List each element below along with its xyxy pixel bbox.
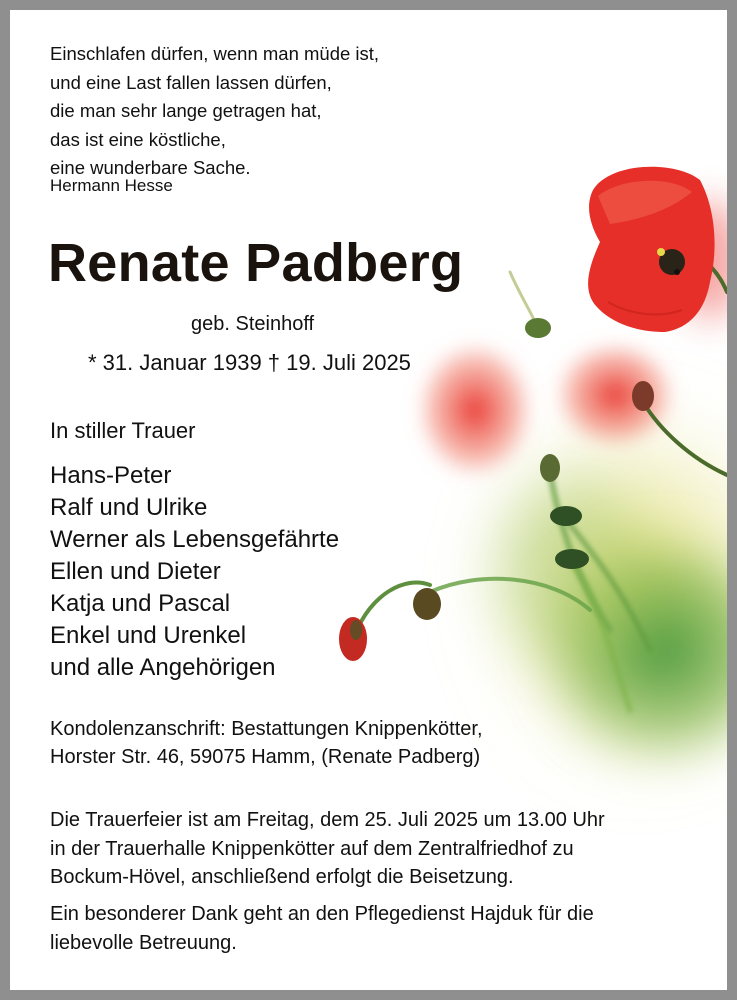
obituary-card xyxy=(10,10,727,990)
condolence-address xyxy=(50,715,483,771)
service-line: Die Trauerfeier ist am Freitag, dem 25. Juli 2025 um 13.00 Uhr xyxy=(50,809,605,831)
thanks-note xyxy=(50,900,594,957)
main-poppy-flower xyxy=(588,167,714,332)
thanks-line: liebevolle Betreuung. xyxy=(50,931,237,954)
deceased-name: Renate Padberg xyxy=(48,233,464,293)
mourner-name: Enkel und Urenkel xyxy=(50,622,247,649)
mourners-list xyxy=(50,460,339,684)
service-line: in der Trauerhalle Knippenkötter auf dem Zentralfriedhof zu xyxy=(50,837,574,860)
quote-line: die man sehr lange getragen hat, xyxy=(50,100,322,121)
quote-author: Hermann Hesse xyxy=(50,176,173,195)
birth-name: geb. Steinhoff xyxy=(191,313,315,335)
quote-line: Einschlafen dürfen, wenn man müde ist, xyxy=(50,43,380,64)
mourner-name: Werner als Lebensgefährte xyxy=(50,526,340,553)
service-line: Bockum-Hövel, anschließend erfolgt die Beisetzung. xyxy=(50,866,514,888)
mourner-name: Ellen und Dieter xyxy=(50,558,221,585)
condolence-line: Kondolenzanschrift: Bestattungen Knippenkötter, xyxy=(50,718,483,740)
mourning-intro: In stiller Trauer xyxy=(50,418,196,443)
mourner-name: und alle Angehörigen xyxy=(50,654,276,681)
quote-line: eine wunderbare Sache. xyxy=(50,157,251,178)
condolence-line: Horster Str. 46, 59075 Hamm, (Renate Padberg) xyxy=(50,746,481,768)
mourner-name: Katja und Pascal xyxy=(50,590,231,617)
quote-line: das ist eine köstliche, xyxy=(50,128,226,150)
funeral-service-info xyxy=(50,806,605,892)
quote-block xyxy=(50,40,379,183)
thanks-line: Ein besonderer Dank geht an den Pflegedienst Hajduk für die xyxy=(50,903,594,925)
mourner-name: Ralf und Ulrike xyxy=(50,494,208,521)
quote-line: und eine Last fallen lassen dürfen, xyxy=(50,71,332,93)
life-dates: * 31. Januar 1939 † 19. Juli 2025 xyxy=(88,350,411,375)
mourner-name: Hans-Peter xyxy=(50,462,172,489)
